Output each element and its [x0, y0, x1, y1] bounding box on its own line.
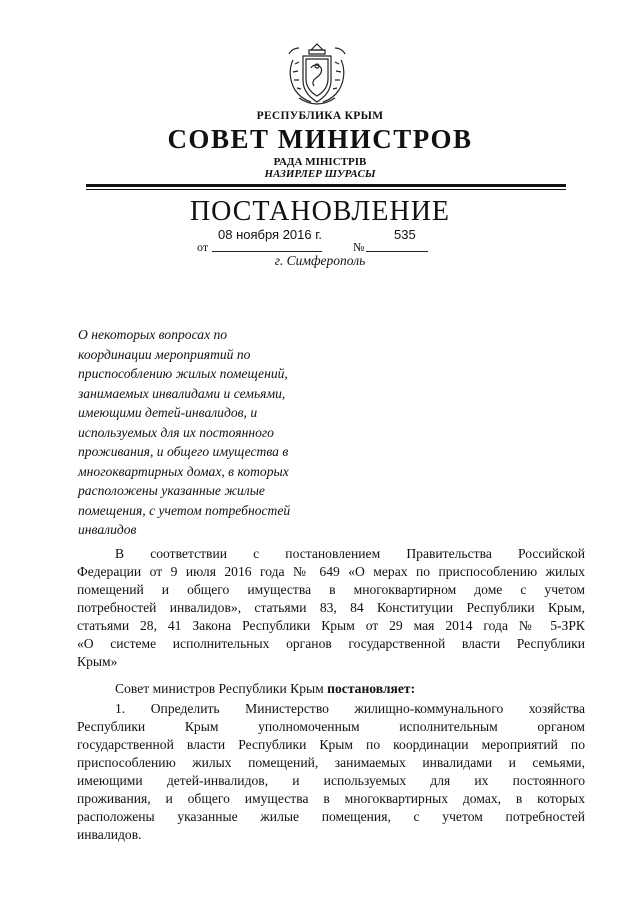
document-number: 535 [394, 227, 416, 242]
preamble-paragraph [77, 545, 585, 671]
item-1-line: проживания, и общего имущества в многоквартирных домах, в которых [77, 791, 585, 806]
republic-name: РЕСПУБЛИКА КРЫМ [256, 110, 384, 122]
council-name-crimean-tatar: НАЗИРЛЕР ШУРАСЫ [264, 168, 376, 180]
preamble-line: «О системе исполнительных органов государственной власти Республики [77, 636, 585, 651]
subject-line: используемых для их постоянного [78, 424, 274, 440]
document-type-title: ПОСТАНОВЛЕНИЕ [189, 196, 451, 227]
subject-line: приспособлению жилых помещений, [78, 366, 288, 381]
subject-line: помещения, с учетом потребностей [78, 502, 291, 518]
date-value: 08 ноября 2016 г. [218, 227, 322, 242]
item-1-line: Республики Крым уполномоченным исполнительным органом [77, 719, 585, 734]
subject-line: занимаемых инвалидами и семьями, [78, 385, 286, 401]
date-underline [212, 251, 322, 252]
subject-line: координации мероприятий по [78, 346, 251, 362]
item-1-line: приспособлению жилых помещений, занимаемых инвалидами и семьями, [77, 755, 585, 770]
subject-line: имеющими детей-инвалидов, и [78, 405, 258, 420]
resolve-keyword: постановляет: [327, 681, 416, 696]
number-label: № [353, 240, 365, 254]
coat-of-arms-icon [283, 40, 351, 108]
preamble-line: статьями 28, 41 Закона Республики Крым от 29 мая 2014 года № 5-ЗРК [77, 618, 585, 633]
council-name-ukrainian: РАДА МІНІСТРІВ [273, 156, 367, 168]
preamble-line: Крым» [77, 654, 118, 669]
city-name: г. Симферополь [274, 253, 366, 268]
item-1-line: государственной власти Республики Крым по координации мероприятий по [77, 737, 585, 752]
item-1-line: имеющими детей-инвалидов, и используемых для их постоянного [77, 773, 585, 788]
preamble-line: Федерации от 9 июля 2016 года № 649 «О мерах по приспособлению жилых [77, 564, 585, 579]
item-1-paragraph [77, 700, 585, 844]
item-1-line: 1. Определить Министерство жилищно-коммунального хозяйства [115, 701, 585, 716]
preamble-line: помещений и общего имущества в многоквартирном доме с учетом [77, 582, 585, 597]
item-1-line: инвалидов. [77, 827, 142, 842]
subject-line: многоквартирных домах, в которых [78, 463, 289, 479]
document-subject [78, 325, 338, 540]
resolve-text: Совет министров Республики Крым [115, 681, 328, 696]
council-name: СОВЕТ МИНИСТРОВ [167, 124, 473, 154]
number-underline [366, 251, 428, 252]
subject-line: инвалидов [78, 522, 137, 537]
item-1-line: расположены указанные жилые помещения, с учетом потребностей [77, 809, 585, 824]
header-divider-thick [86, 184, 566, 187]
resolve-paragraph [77, 680, 585, 698]
resolve-line [77, 680, 585, 698]
subject-line: проживания, и общего имущества в [78, 444, 289, 459]
date-label: от [197, 240, 209, 254]
preamble-line: В соответствии с постановлением Правительства Российской [115, 546, 585, 561]
header-divider-thin [86, 189, 566, 190]
coat-of-arms-emblem [283, 40, 351, 108]
preamble-line: потребностей инвалидов», статьями 83, 84 Конституции Республики Крым, [77, 600, 585, 615]
subject-line: расположены указанные жилые [78, 483, 265, 498]
subject-line: О некоторых вопросах по [78, 327, 228, 342]
